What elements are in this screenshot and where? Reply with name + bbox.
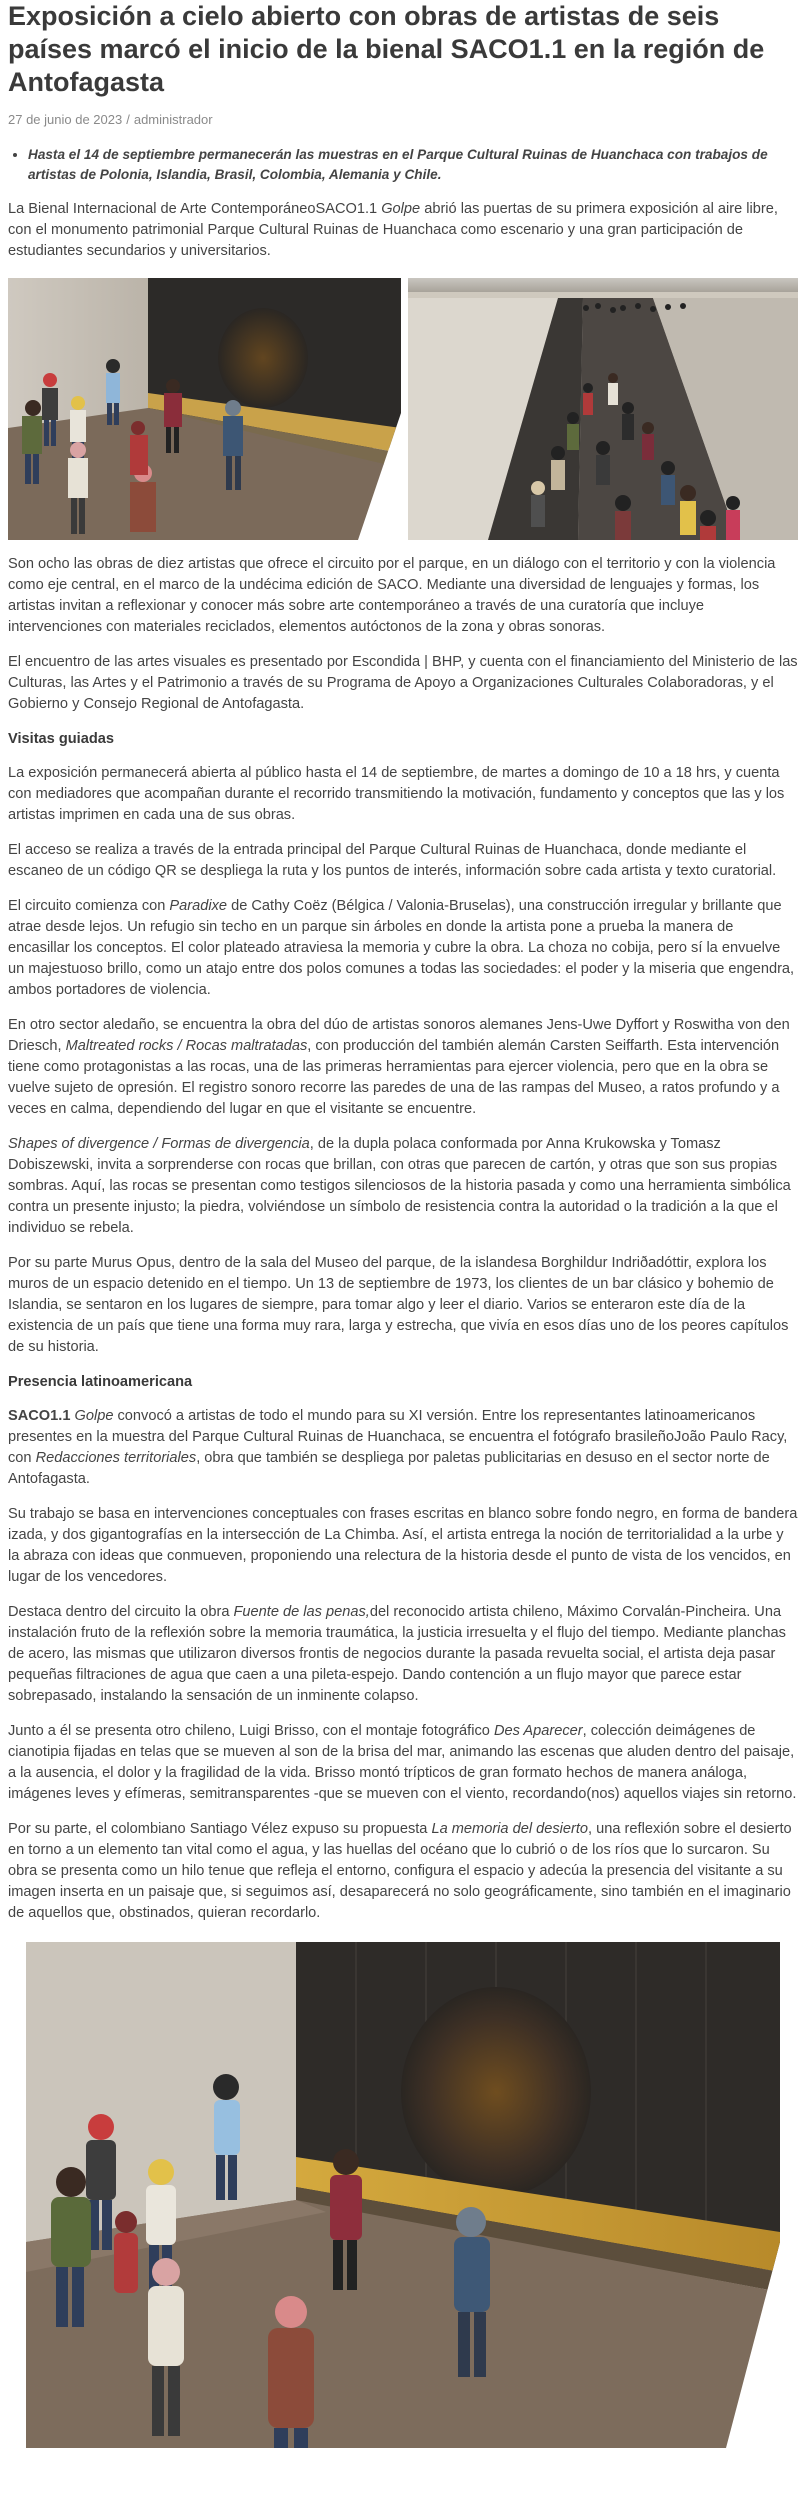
- paragraph-intervenciones: Su trabajo se basa en intervenciones conceptuales con frases escritas en blanco sobre fondo negro, en forma de bandera izada, y dos gigantografías en la intersección de La Chimba. Así, el artista entrega la noción de territorialidad a la urbe y la abraza con ideas que conmueven, proponiendo una relectura de la historia desde el punto de vista de los vencidos, en lugar de los vencedores.: [8, 1506, 798, 1585]
- paragraph-des-aparecer: Junto a él se presenta otro chileno, Luigi Brisso, con el montaje fotográfico Des Aparecer, colección deimágenes de cianotipia fijadas en telas que se mueven al son de la brisa del mar, animando las escenas que aluden dentro del paisaje, a la ausencia, el dolor y la fragilidad de la vida. Brisso montó trípticos de gran formato hechos de manera análoga, imágenes leves y efímeras, semitransparentes -que se mueven con el viento, recordando(nos) aquellos viajes sin retorno.: [8, 1723, 797, 1802]
- paragraph-memoria-desierto: Por su parte, el colombiano Santiago Vélez expuso su propuesta La memoria del desierto, una reflexión sobre el desierto en torno a un elemento tan vital como el agua, y las huellas del océano que lo cubrió o de los ríos que lo surcaron. Su obra se presenta como un hilo tenue que refleja el entorno, configura el espacio y adecúa la presencia del visitante a su imagen inserta en un paisaje que, si seguimos así, desaparecerá no solo geográficamente, sino también en el imaginario de aquellos que, obstinados, quieran recordarlo.: [8, 1821, 792, 1921]
- gallery-photo-visitors[interactable]: [8, 278, 401, 540]
- paragraph-obras: Son ocho las obras de diez artistas que ofrece el circuito por el parque, en un diálogo con el territorio y con la violencia como eje central, en el marco de la undécima edición de SACO. Mediante una diversidad de lenguajes y formas, los artistas invitan a reflexionar y conocer más sobre arte contemporáneo a través de una curatoría que incluye intervenciones con materiales reciclados, elementos autóctonos de la zona y obras sonoras.: [8, 556, 776, 635]
- heading-presencia-latinoamericana: Presencia latinoamericana: [8, 1374, 193, 1390]
- highlight-item: • Hasta el 14 de septiembre permanecerán las muestras en el Parque Cultural Ruinas de Huanchaca con trabajos de artistas de Polonia, Islandia, Brasil, Colombia, Alemania y Chile.: [28, 145, 798, 185]
- paragraph-financiamiento: El encuentro de las artes visuales es presentado por Escondida | BHP, y cuenta con el financiamiento del Ministerio de las Culturas, las Artes y el Patrimonio a través de su Programa de Apoyo a Organizaciones Culturales Colaboradoras, y el Gobierno y Consejo Regional de Antofagasta.: [8, 654, 798, 712]
- paragraph-horario: La exposición permanecerá abierta al público hasta el 14 de septiembre, de martes a domingo de 10 a 18 hrs, y cuenta con mediadores que acompañan durante el recorrido transmitiendo la motivación, fundamento y conceptos que las y los artistas imprimen en cada una de sus obras.: [8, 765, 785, 823]
- paragraph-racy: SACO1.1 Golpe convocó a artistas de todo el mundo para su XI versión. Entre los representantes latinoamericanos presentes en la muestra del Parque Cultural Ruinas de Huanchaca, se encuentra el fotógrafo brasileñoJoão Paulo Racy, con Redacciones territoriales, obra que también se despliega por paletas publicitarias en desuso en el sector norte de Antofagasta.: [8, 1408, 788, 1487]
- photo-gallery: [8, 278, 798, 540]
- post-date[interactable]: 27 de junio de 2023: [8, 112, 123, 127]
- featured-photo-installation[interactable]: [26, 1942, 780, 2448]
- post-author[interactable]: administrador: [133, 112, 213, 127]
- article-title: Exposición a cielo abierto con obras de artistas de seis países marcó el inicio de la bienal SACO1.1 en la región de Antofagasta: [8, 1, 765, 97]
- highlight-list: [8, 145, 798, 185]
- paragraph-rocas-maltratadas: En otro sector aledaño, se encuentra la obra del dúo de artistas sonoros alemanes Jens-Uwe Dyffort y Roswitha von den Driesch, Maltreated rocks / Rocas maltratadas, con producción del también alemán Carsten Seiffarth. Esta intervención tiene como protagonistas a las rocas, una de las primeras herramientas para ejercer violencia, pero que en la obra se vuelve sujeto de opresión. El registro sonoro recorre las paredes de una de las rampas del Museo, a ratos profundo y a veces en calma, dependiendo del lugar en que el visitante se encuentre.: [8, 1017, 790, 1117]
- meta-separator: /: [126, 112, 130, 127]
- gallery-photo-crowd[interactable]: [408, 278, 798, 540]
- paragraph-paradixe: El circuito comienza con Paradixe de Cathy Coëz (Bélgica / Valonia-Bruselas), una construcción irregular y brillante que atrae desde lejos. Un refugio sin techo en un parque sin árboles en donde la artista pone a prueba la manera de encasillar los conceptos. El color plateado atraviesa la memoria y cubre la obra. La choza no cobija, pero sí la envuelve un majestuoso brillo, como un atajo entre dos polos comunes a todas las sociedades: el poder y la miseria que engendra, ambos portadores de violencia.: [8, 898, 795, 998]
- paragraph-acceso: El acceso se realiza a través de la entrada principal del Parque Cultural Ruinas de Huanchaca, donde mediante el escaneo de un código QR se despliega la ruta y los puntos de interés, información sobre cada artista y texto curatorial.: [8, 842, 777, 879]
- paragraph-murus-opus: Por su parte Murus Opus, dentro de la sala del Museo del parque, de la islandesa Borghildur Indriðadóttir, explora los muros de un espacio detenido en el tiempo. Un 13 de septiembre de 1973, los clientes de un bar clásico y bohemio de Islandia, se sentaron en los lugares de siempre, para tomar algo y leer el diario. Varios se enteraron este día de la existencia de un país que tiene una forma muy rara, larga y estrecha, que vivía en esos días uno de los peores capítulos de su historia.: [8, 1255, 789, 1355]
- intro-paragraph: La Bienal Internacional de Arte ContemporáneoSACO1.1 Golpe abrió las puertas de su primera exposición al aire libre, con el monumento patrimonial Parque Cultural Ruinas de Huanchaca como escenario y una gran participación de estudiantes secundarios y universitarios.: [8, 201, 778, 259]
- paragraph-fuente-penas: Destaca dentro del circuito la obra Fuente de las penas,del reconocido artista chileno, Máximo Corvalán-Pincheira. Una instalación fruto de la reflexión sobre la memoria traumática, la justicia irresuelta y el flujo del tiempo. Mediante planchas de acero, las mismas que utilizaron diversos frontis de negocios durante la pasada revuelta social, el artista deja pasar pequeñas filtraciones de agua que caen a una pileta-espejo. Dando contención a un flujo mayor que parece estar sobrepasado, instalando la sensación de un inminente colapso.: [8, 1604, 786, 1704]
- post-meta: [8, 111, 798, 129]
- paragraph-formas-divergencia: Shapes of divergence / Formas de divergencia, de la dupla polaca conformada por Anna Krukowska y Tomasz Dobiszewski, invita a sorprenderse con rocas que brillan, con otras que parecen de cartón, y otras que son sus propias sombras. Aquí, las rocas se presentan como testigos silenciosos de la historia pasada y como una herramienta simbólica contra un presente injusto; la piedra, volviéndose un símbolo de resistencia contra la autoridad o la tradición a la que el individuo se rebela.: [8, 1136, 791, 1236]
- heading-visitas-guiadas: Visitas guiadas: [8, 731, 114, 747]
